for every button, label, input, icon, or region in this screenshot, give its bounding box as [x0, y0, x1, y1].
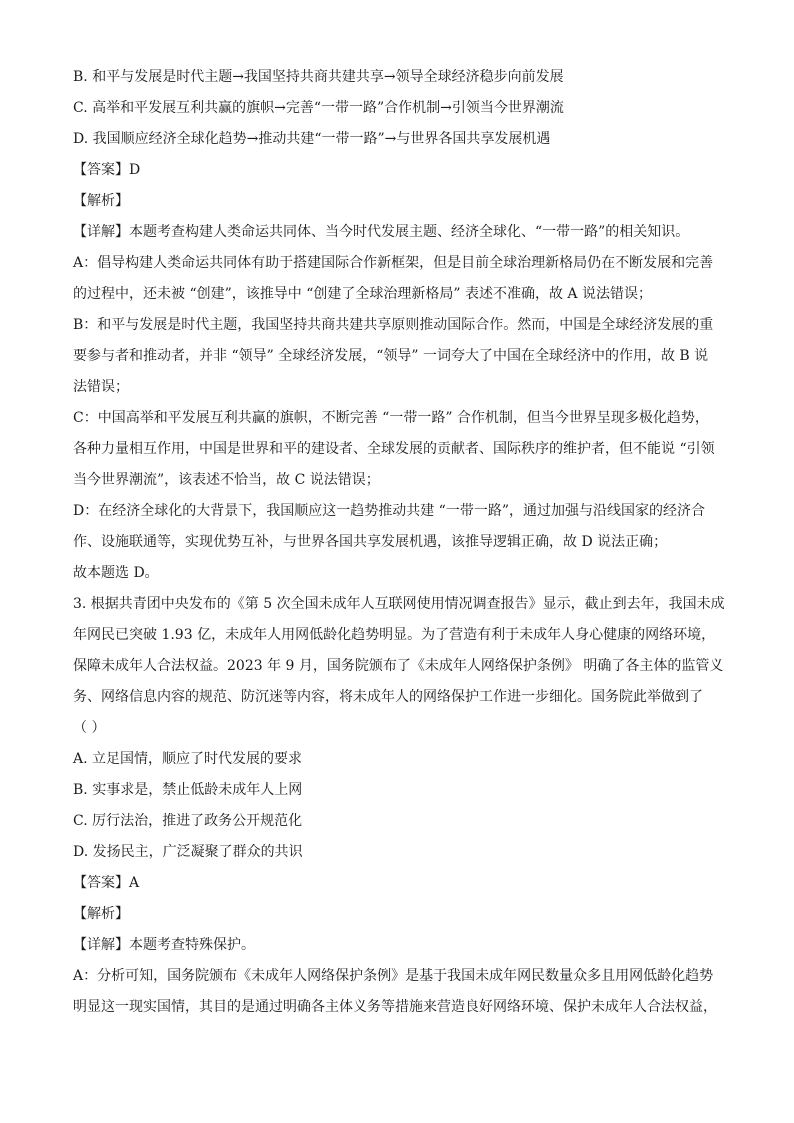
document-page [73, 62, 723, 1023]
q3-answer-bracket: （ ） [73, 720, 106, 736]
q2-option-b: B. 和平与发展是时代主题→我国坚持共商共建共享→领导全球经济稳步向前发展 [73, 69, 564, 85]
q3-option-c: C. 厉行法治，推进了政务公开规范化 [73, 813, 303, 829]
q2-explanation-line: 法错误； [73, 379, 129, 395]
q3-stem-line: 务、网络信息内容的规范、防沉迷等内容，将未成年人的网络保护工作进一步细化。国务院此举做到了 [73, 689, 703, 705]
q2-explanation-line: C：中国高举和平发展互利共赢的旗帜，不断完善 “一带一路” 合作机制，但当今世界呈现多极化趋势， [73, 410, 709, 426]
q2-conclusion: 故本题选 D。 [73, 565, 159, 581]
q3-stem-line: 年网民已突破 1.93 亿，未成年人用网低龄化趋势明显。为了营造有利于未成年人身心健康的网络环境， [73, 627, 716, 643]
q3-option-b: B. 实事求是，禁止低龄未成年人上网 [73, 782, 303, 798]
q2-option-c: C. 高举和平发展互利共赢的旗帜→完善“一带一路”合作机制→引领当今世界潮流 [73, 100, 564, 116]
q3-analysis-heading: 【解析】 [73, 906, 129, 922]
q3-stem-line: 保障未成年人合法权益。2023 年 9 月，国务院颁布了《未成年人网络保护条例》 明确了各主体的监管义 [73, 658, 724, 674]
q2-analysis-heading: 【解析】 [73, 193, 129, 209]
q3-detail: 【详解】本题考查特殊保护。 [73, 937, 255, 953]
q2-explanation-line: 当今世界潮流”，该表述不恰当，故 C 说法错误； [73, 472, 380, 488]
q3-answer: 【答案】A [73, 875, 140, 891]
q2-detail: 【详解】本题考查构建人类命运共同体、当今时代发展主题、经济全球化、“一带一路”的相关知识。 [73, 224, 690, 240]
q2-answer: 【答案】D [73, 162, 141, 178]
q3-option-a: A. 立足国情，顺应了时代发展的要求 [73, 751, 303, 767]
q2-explanation-line: A：倡导构建人类命运共同体有助于搭建国际合作新框架，但是目前全球治理新格局仍在不断发展和完善 [73, 255, 714, 271]
q3-stem-line: 3. 根据共青团中央发布的《第 5 次全国未成年人互联网使用情况调查报告》显示，截止到去年，我国未成 [73, 596, 725, 612]
q3-explanation-line: 明显这一现实国情，其目的是通过明确各主体义务等措施来营造良好网络环境、保护未成年人合法权益， [73, 999, 717, 1015]
q2-explanation-line: 要参与者和推动者，并非 “领导” 全球经济发展，“领导” 一词夸大了中国在全球经济中的作用，故 B 说 [73, 348, 709, 364]
q2-explanation-line: 作、设施联通等，实现优势互补，与世界各国共享发展机遇，该推导逻辑正确，故 D 说法正确； [73, 534, 668, 550]
q2-explanation-line: D：在经济全球化的大背景下，我国顺应这一趋势推动共建 “一带一路”，通过加强与沿线国家的经济合 [73, 503, 705, 519]
q2-option-d: D. 我国顺应经济全球化趋势→推动共建“一带一路”→与世界各国共享发展机遇 [73, 131, 551, 147]
q2-explanation-line: 的过程中，还未被 “创建”，该推导中 “创建了全球治理新格局” 表述不准确，故 A 说法错误； [73, 286, 652, 302]
q3-explanation-line: A：分析可知，国务院颁布《未成年人网络保护条例》是基于我国未成年网民数量众多且用网低龄化趋势 [73, 968, 714, 984]
q2-explanation-line: B：和平与发展是时代主题，我国坚持共商共建共享原则推动国际合作。然而，中国是全球经济发展的重 [73, 317, 714, 333]
q2-explanation-line: 各种力量相互作用，中国是世界和平的建设者、全球发展的贡献者、国际秩序的维护者，但不能说 “引领 [73, 441, 715, 457]
q3-option-d: D. 发扬民主，广泛凝聚了群众的共识 [73, 844, 303, 860]
